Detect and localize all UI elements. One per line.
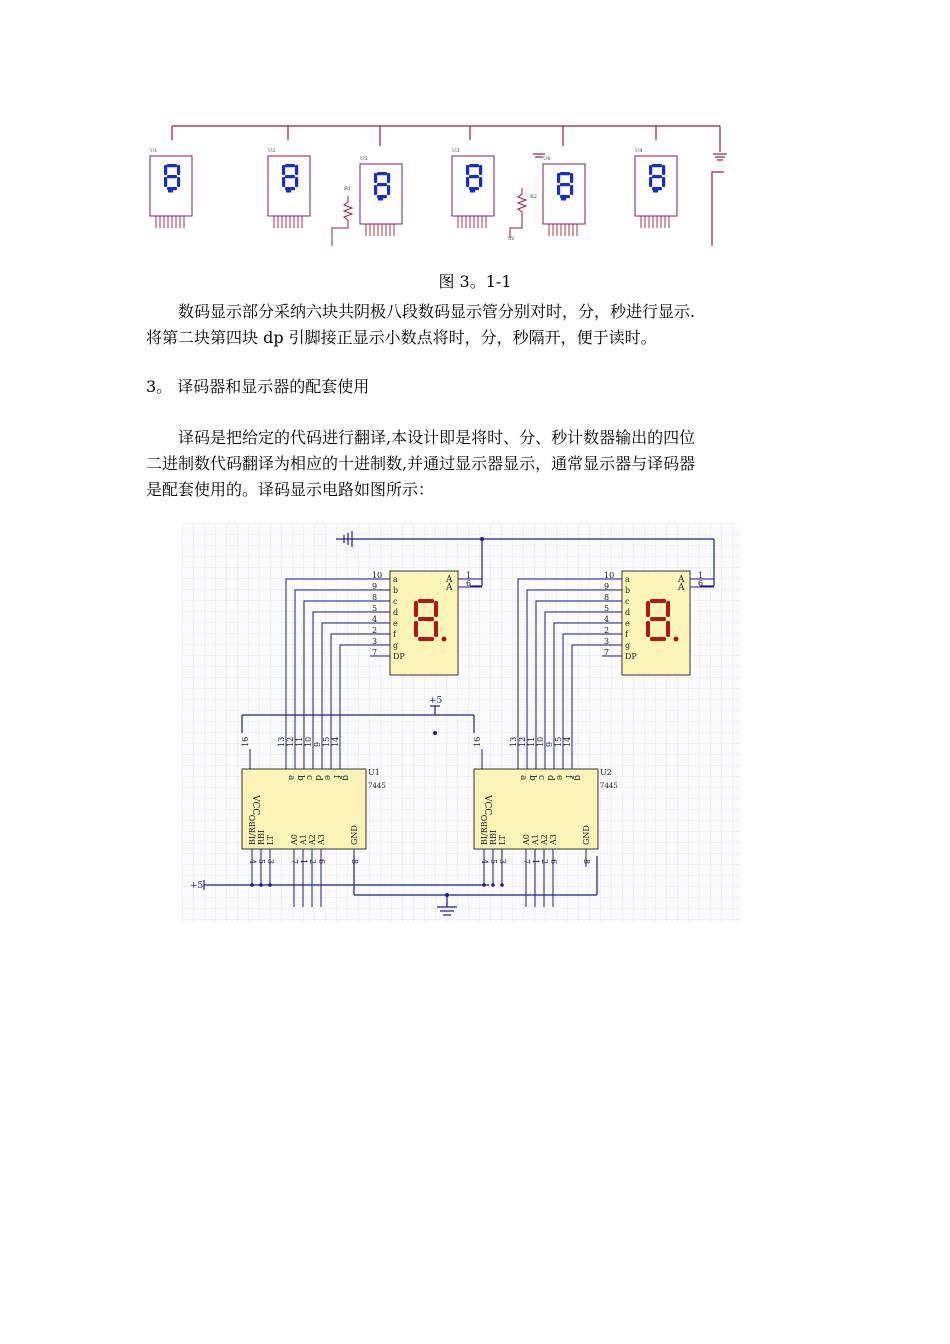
display-common-label: A [446,583,453,593]
decoder-bottom-pin-number: 8 [350,859,359,865]
display-common-pin: 1 [698,571,704,580]
display-segment [282,165,285,175]
display-segment [652,187,662,190]
resistor-label: R2 [530,194,537,200]
digit-segment [650,599,666,603]
figure-decoder-circuit [182,523,740,923]
decimal-point [442,637,447,642]
display-pin-number: 5 [372,604,378,613]
decoder-bottom-pin-number: 3 [498,859,507,865]
decoder-bottom-pin-number: 2 [308,859,317,865]
decoder-bottom-pin-number: 7 [290,859,299,865]
digit-segment [666,601,670,617]
paragraph-decoder-line3: 是配套使用的。译码显示电路如图所示： [146,480,435,499]
display-segment-label: c [393,597,398,606]
display-module [635,148,677,228]
decoder-bottom-pin-label: A2 [540,834,549,845]
display-segment-label: a [625,575,630,584]
decoder-top-pin-number: 11 [527,736,536,747]
display-label: U3 [452,148,460,154]
display-segment [560,172,570,175]
display-pin-number: 5 [604,604,610,613]
display-module [543,156,585,236]
digit-segment [414,621,418,637]
decoder-bottom-pin-label: LT [266,835,275,845]
digit-segment [650,637,666,641]
display-segment [652,175,662,178]
display-segment [652,164,662,167]
decoder-bottom-pin-number: 2 [540,859,549,865]
display-pin-number: 8 [604,593,610,602]
figure-seven-segment-displays [140,118,740,250]
vcc-label: +5 [429,696,443,706]
decoder-bottom-pin-label: A1 [299,834,308,845]
decoder-bottom-pin-label: A3 [317,834,326,845]
display-label: U5 [360,156,368,162]
decoder-bottom-pin-label: A0 [290,834,299,845]
decoder-bottom-pin-number: 3 [266,859,275,865]
display-label: U2 [268,148,276,154]
digit-segment [414,601,418,617]
digit-segment [650,617,666,621]
display-segment-label: g [393,641,399,650]
display-pin-number: 7 [372,648,378,657]
display-segment [570,173,573,183]
decoder-bottom-pin-label: A0 [522,834,531,845]
digit-segment [666,621,670,637]
display-segment-label: DP [393,652,405,661]
decoder-top-pin-number: 12 [286,736,295,747]
section-heading: 3。 译码器和显示器的配套使用 [146,377,370,396]
decoder-bottom-pin-label: A1 [531,834,540,845]
display-common-label: A [678,583,685,593]
digit-segment [434,621,438,637]
decoder-bottom-pin-number: 5 [489,859,498,865]
decoder-bottom-pin-label: BI/RBO [248,814,257,845]
display-segment [387,185,390,195]
decoder-bottom-pin-label: A2 [308,834,317,845]
display-segment-label: b [625,586,631,595]
paragraph-decoder-line1: 译码是把给定的代码进行翻译,本设计即是将时、分、秒计数器输出的四位 [178,428,696,447]
display-pin-number: 9 [372,582,378,591]
decoder-bottom-pin-number: 1 [299,859,308,865]
display-segment-label: c [625,597,630,606]
decoder-top-pin-label: b [295,775,305,781]
digit-segment [418,637,434,641]
display-label: U1 [150,148,158,154]
display-pin-number: 3 [604,637,610,646]
display-segment [479,177,482,187]
decoder-bottom-pin-number: 1 [531,859,540,865]
decoder-top-pin-label: e [554,775,564,781]
display-segment [282,177,285,187]
display-segment [469,164,479,167]
display-segment-label: a [393,575,398,584]
decoder-bottom-pin-number: 4 [480,859,489,865]
decoder-top-pin-number: 14 [331,736,340,747]
decoder-top-pin-number: 11 [295,736,304,747]
decoder-top-pin-number: 9 [313,741,322,747]
decoder-top-pin-label: e [322,775,332,781]
decoder-bottom-pin-label: RBI [489,829,498,845]
decoder-top-pin-label: f [331,775,341,779]
decoder-bottom-pin-label: LT [498,835,507,845]
decoder-top-pin-label: VCC [250,795,260,816]
display-segment-label: DP [625,652,637,661]
display-pin-number: 3 [372,637,378,646]
bottom-vcc-label: +5 [190,881,204,891]
display-segment [285,175,295,178]
display-segment [377,183,387,186]
decoder-part-number: 7445 [600,782,618,790]
display-module [268,148,310,228]
decoder-bottom-pin-label: BI/RBO [480,814,489,845]
decoder-bottom-pin-number: 7 [522,859,531,865]
display-common-label: A [678,575,685,585]
display-segment [295,165,298,175]
decoder-label: U1 [368,768,380,777]
paragraph-display-line1: 数码显示部分采纳六块共阴极八段数码显示管分别对时，分，秒进行显示. [178,302,696,321]
decoder-top-pin-label: a [286,775,296,781]
decoder-top-pin-number: 13 [509,736,518,747]
decoder-top-pin-number: 15 [554,736,563,747]
display-pin-number: 10 [604,571,615,580]
display-segment [295,177,298,187]
decoder-bottom-pin-number: 8 [582,859,591,865]
display-segment [374,173,377,183]
decoder-bottom-pin-number: 6 [317,859,326,865]
decoder-bottom-pin-label: A3 [549,834,558,845]
display-segment-label: d [625,608,631,617]
decoder-top-pin-number: 9 [545,741,554,747]
decoder-top-pin-label: g [340,775,350,781]
decoder-top-pin-number: 13 [277,736,286,747]
display-segment [285,187,295,190]
paragraph-display-line2: 将第二块第四块 dp 引脚接正显示小数点将时，分，秒隔开，便于读时。 [146,328,657,347]
ground-symbol [533,154,727,160]
paragraph-decoder-line2: 二进制数代码翻译为相应的十进制数,并通过显示器显示，通常显示器与译码器 [146,454,696,473]
display-segment [479,165,482,175]
display-pin-number: 8 [372,593,378,602]
decoder-top-pin-number: 16 [241,736,250,747]
digit-segment [434,601,438,617]
display-segment-label: b [393,586,399,595]
decoder-top-pin-label: c [536,775,546,781]
right-side-wire [712,172,724,246]
decoder-bottom-pin-label: RBI [257,829,266,845]
display-segment [560,195,570,198]
display-common-pin: 6 [466,579,472,588]
resistor-r2 [510,188,537,238]
display-pin-number: 7 [604,648,610,657]
display-segment [377,195,387,198]
display-pin-number: 2 [372,626,378,635]
display-label: U4 [635,148,643,154]
display-segment [387,173,390,183]
decoder-bottom-pin-number: 4 [248,859,257,865]
decoder-part-number: 7445 [368,782,386,790]
display-segment [164,177,167,187]
display-segment [570,185,573,195]
display-segment [167,175,177,178]
display-segment [285,164,295,167]
display-segment [662,177,665,187]
decoder-label: U2 [600,768,612,777]
supply-label: 5V [508,236,515,242]
display-segment [167,187,177,190]
decoder-bottom-pin-number: 5 [257,859,266,865]
display-segment-label: e [393,619,398,628]
decoder-top-pin-number: 10 [536,736,545,747]
display-label: U6 [543,156,551,162]
display-pin-number: 2 [604,626,610,635]
display-segment [469,187,479,190]
display-segment [466,165,469,175]
decoder-top-pin-label: g [572,775,582,781]
display-segment [649,165,652,175]
decoder-top-pin-number: 12 [518,736,527,747]
display-segment [177,177,180,187]
digit-segment [646,601,650,617]
display-segment-label: g [625,641,631,650]
decoder-top-pin-number: 14 [563,736,572,747]
display-segment [662,165,665,175]
display-segment-label: e [625,619,630,628]
display-pin-number: 10 [372,571,383,580]
digit-segment [418,617,434,621]
decoder-bottom-pin-label: GND [350,825,359,845]
display-module [452,148,494,228]
digit-segment [418,599,434,603]
display-segment [557,185,560,195]
display-pin-number: 9 [604,582,610,591]
decoder-top-pin-label: a [518,775,528,781]
decoder-top-pin-label: d [545,775,555,781]
display-segment [560,183,570,186]
display-segment-label: f [393,630,396,639]
resistor-label: R1 [344,186,351,192]
display-segment [649,177,652,187]
display-segment-label: f [625,630,628,639]
decoder-top-pin-label: c [304,775,314,781]
display-pin-number: 4 [604,615,610,624]
display-segment [374,185,377,195]
display-module [360,156,402,236]
decoder-top-pin-label: d [313,775,323,781]
figure-caption: 图 3。1-1 [438,272,512,291]
display-segment [177,165,180,175]
resistor-r1 [332,186,352,246]
display-segment [377,172,387,175]
display-segment [557,173,560,183]
decoder-top-pin-label: VCC [482,795,492,816]
decoder-top-pin-number: 16 [473,736,482,747]
display-common-pin: 1 [466,571,472,580]
display-segment [469,175,479,178]
display-common-label: A [446,575,453,585]
display-common-pin: 6 [698,579,704,588]
display-segment-label: d [393,608,399,617]
decoder-top-pin-number: 10 [304,736,313,747]
display-module [150,148,192,228]
decimal-point [674,637,679,642]
decoder-top-pin-label: f [563,775,573,779]
display-segment [167,164,177,167]
decoder-bottom-pin-label: GND [582,825,591,845]
display-segment [466,177,469,187]
digit-segment [646,621,650,637]
decoder-bottom-pin-number: 6 [549,859,558,865]
decoder-top-pin-label: b [527,775,537,781]
display-segment [164,165,167,175]
display-pin-number: 4 [372,615,378,624]
decoder-top-pin-number: 15 [322,736,331,747]
